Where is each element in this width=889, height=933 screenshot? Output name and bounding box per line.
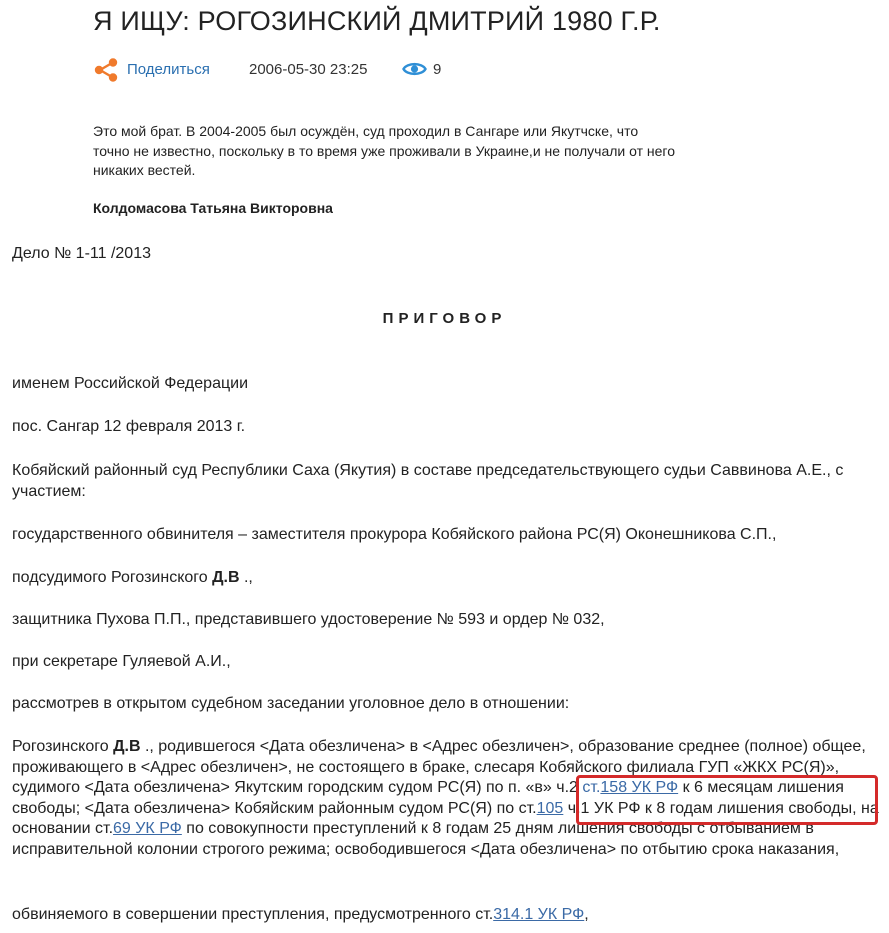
- doc-text: ч.1 УК РФ к 8 годам лишения свободы, на основании ст.: [12, 799, 879, 837]
- doc-text: обвиняемого в совершении преступления, предусмотренного ст.: [12, 906, 494, 923]
- doc-paragraph: пос. Сангар 12 февраля 2013 г.: [12, 418, 246, 435]
- doc-paragraph: [12, 737, 884, 860]
- doc-paragraph: при секретаре Гуляевой А.И.,: [12, 653, 231, 670]
- eye-icon: [402, 59, 427, 79]
- share-icon[interactable]: [93, 57, 119, 83]
- doc-paragraph: [12, 905, 589, 926]
- doc-paragraph: рассмотрев в открытом судебном заседании уголовное дело в отношении:: [12, 695, 570, 712]
- doc-text: ., родившегося <Дата обезличена> в <Адрес обезличен>, образование среднее (полное) общее, проживающего в <Адрес обезличен>, не состоящего в браке, слесаря Кобяйского филиала ГУП «ЖКХ РС(Я)», судимого <Дата обезличена> Якутским городским судом РС(Я) по п. «в» ч.2: [12, 738, 866, 796]
- doc-paragraph: [12, 568, 253, 589]
- post-description: Это мой брат. В 2004-2005 был осуждён, суд проходил в Сангаре или Якутчске, что точно не известно, поскольку в то время уже проживали в Украине,и не получали от него никаких вестей.: [93, 123, 676, 178]
- share-link[interactable]: Поделиться: [127, 61, 210, 78]
- doc-paragraph: защитника Пухова П.П., представившего удостоверение № 593 и ордер № 032,: [12, 611, 605, 628]
- doc-paragraph: Кобяйский районный суд Республики Саха (Якутия) в составе председательствующего судьи Саввинова А.Е., с участием:: [12, 462, 844, 500]
- doc-paragraph: именем Российской Федерации: [12, 375, 248, 392]
- doc-text: .,: [239, 569, 253, 586]
- post-meta: [93, 56, 593, 84]
- post-author: Колдомасова Татьяна Викторовна: [93, 200, 333, 216]
- post-date: 2006-05-30 23:25: [249, 61, 368, 78]
- article-link[interactable]: 158 УК РФ: [600, 779, 679, 796]
- article-link[interactable]: 69 УК РФ: [113, 820, 182, 837]
- doc-text-bold: Д.В: [113, 738, 141, 755]
- doc-text: по совокупности преступлений к 8 годам 25 дням лишения свободы с отбыванием в исправительной колонии строгого режима; освободившегося <Дата обезличена> по отбытию срока наказания,: [12, 820, 840, 858]
- doc-paragraph: государственного обвинителя – заместителя прокурора Кобяйского района РС(Я) Оконешникова С.П.,: [12, 526, 777, 543]
- article-link[interactable]: ст.: [582, 779, 601, 796]
- doc-text: ,: [584, 906, 589, 923]
- doc-text: Рогозинского: [12, 738, 114, 755]
- case-number: Дело № 1-11 /2013: [12, 245, 151, 262]
- doc-text: к 6 месяцам лишения свободы; <Дата обезличена> Кобяйским районным судом РС(Я) по ст.: [12, 779, 844, 817]
- page-title: Я ИЩУ: РОГОЗИНСКИЙ ДМИТРИЙ 1980 Г.Р.: [93, 6, 661, 36]
- doc-text: подсудимого Рогозинского: [12, 569, 213, 586]
- article-link[interactable]: 105: [536, 799, 564, 817]
- doc-text-bold: Д.В: [212, 569, 240, 586]
- verdict-heading: ПРИГОВОР: [382, 310, 507, 327]
- article-link[interactable]: 314.1 УК РФ: [493, 906, 585, 923]
- view-count: 9: [433, 61, 442, 78]
